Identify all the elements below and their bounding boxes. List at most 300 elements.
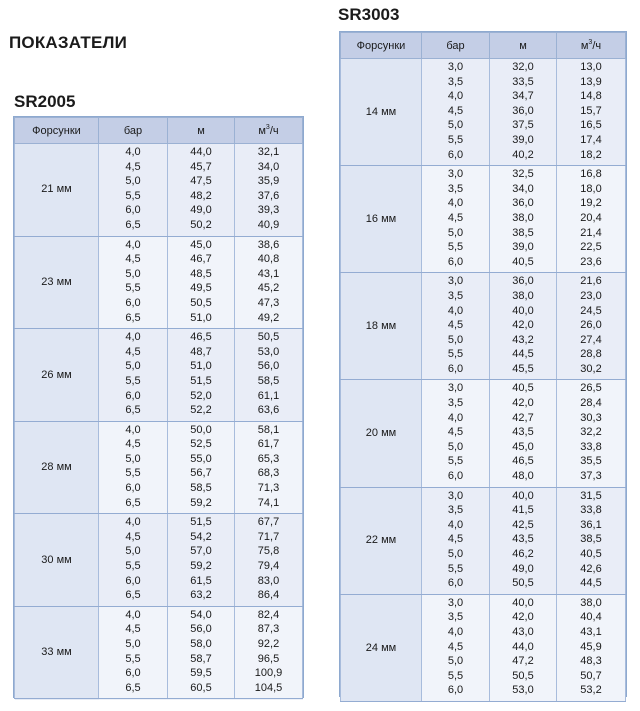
radius-value: 54,0 xyxy=(190,608,212,621)
radius-value: 38,0 xyxy=(512,211,534,224)
flow-value: 47,3 xyxy=(257,296,280,309)
pressure-value: 5,5 xyxy=(447,455,464,468)
flow-value: 28,4 xyxy=(580,397,602,410)
pressure-cell xyxy=(99,421,168,514)
flow-value: 31,5 xyxy=(580,489,602,502)
empty-cell xyxy=(422,701,490,702)
pressure-value: 4,5 xyxy=(447,211,464,224)
nozzle-group-row xyxy=(15,421,303,514)
pressure-cell xyxy=(99,606,168,699)
radius-value: 47,5 xyxy=(190,175,212,188)
empty-cell xyxy=(168,699,235,700)
flow-value: 17,4 xyxy=(580,133,602,146)
radius-value: 48,5 xyxy=(190,267,212,280)
flow-value: 79,4 xyxy=(257,560,280,573)
pressure-value: 6,0 xyxy=(125,296,141,309)
radius-value: 38,0 xyxy=(512,289,534,302)
pressure-value: 3,5 xyxy=(447,75,464,88)
radius-value: 34,0 xyxy=(512,182,534,195)
pressure-value: 5,5 xyxy=(125,282,141,295)
radius-value: 43,0 xyxy=(512,625,534,638)
flow-value: 61,1 xyxy=(257,389,280,402)
nozzle-size-cell: 30 мм xyxy=(15,514,99,607)
flow-value: 26,0 xyxy=(580,319,602,332)
flow-value: 75,8 xyxy=(257,545,280,558)
nozzle-size-cell: 33 мм xyxy=(15,606,99,699)
flow-cell xyxy=(557,594,626,701)
radius-value: 52,0 xyxy=(190,389,212,402)
flow-value: 68,3 xyxy=(257,467,280,480)
pressure-cell xyxy=(422,166,490,273)
nozzle-size-cell: 28 мм xyxy=(15,421,99,514)
radius-value: 43,5 xyxy=(512,533,534,546)
radius-value: 56,7 xyxy=(190,467,212,480)
flow-cell xyxy=(235,329,303,422)
radius-value: 50,5 xyxy=(512,669,534,682)
radius-value: 50,5 xyxy=(190,296,212,309)
empty-cell xyxy=(490,701,557,702)
radius-value: 58,0 xyxy=(190,638,212,650)
pressure-value: 6,5 xyxy=(125,589,141,602)
pressure-value: 3,5 xyxy=(447,504,464,517)
radius-value: 61,5 xyxy=(190,574,212,587)
radius-value: 49,0 xyxy=(512,562,534,575)
flow-value: 53,0 xyxy=(257,345,280,358)
flow-cell xyxy=(235,144,303,237)
pressure-value: 5,5 xyxy=(447,241,464,254)
flow-value: 13,9 xyxy=(580,75,602,88)
flow-value: 104,5 xyxy=(254,681,283,694)
sr2005-table xyxy=(13,116,304,698)
flow-value: 50,7 xyxy=(580,669,602,682)
flow-value: 92,2 xyxy=(257,638,280,650)
pressure-value: 5,5 xyxy=(125,560,141,573)
pressure-value: 6,5 xyxy=(125,311,141,324)
header-pressure: бар xyxy=(422,33,490,59)
radius-cell xyxy=(490,59,557,166)
radius-value: 43,5 xyxy=(512,426,534,439)
flow-value: 58,5 xyxy=(257,374,280,387)
flow-cell xyxy=(235,606,303,699)
radius-value: 51,0 xyxy=(190,360,212,373)
flow-value: 18,2 xyxy=(580,148,602,161)
pressure-value: 6,0 xyxy=(447,255,464,268)
radius-value: 54,2 xyxy=(190,530,212,543)
empty-cell xyxy=(341,701,422,702)
radius-value: 48,2 xyxy=(190,189,212,202)
pressure-value: 4,0 xyxy=(447,625,464,638)
flow-value: 19,2 xyxy=(580,197,602,210)
sr3003-body xyxy=(341,59,626,702)
radius-value: 59,5 xyxy=(190,667,212,680)
radius-value: 48,7 xyxy=(190,345,212,358)
pressure-value: 4,0 xyxy=(447,304,464,317)
pressure-cell xyxy=(422,273,490,380)
empty-cell xyxy=(235,699,303,700)
pressure-value: 4,0 xyxy=(125,146,141,158)
pressure-value: 3,5 xyxy=(447,397,464,410)
radius-value: 39,0 xyxy=(512,133,534,146)
nozzle-group-row xyxy=(341,166,626,273)
pressure-value: 3,0 xyxy=(447,489,464,502)
pressure-cell xyxy=(422,594,490,701)
flow-value: 40,9 xyxy=(257,218,280,231)
pressure-value: 4,0 xyxy=(125,331,141,344)
radius-value: 32,5 xyxy=(512,168,534,181)
pressure-value: 6,0 xyxy=(125,574,141,587)
flow-value: 74,1 xyxy=(257,496,280,509)
pressure-value: 4,0 xyxy=(447,518,464,531)
flow-value: 33,8 xyxy=(580,440,602,453)
nozzle-size-cell: 20 мм xyxy=(341,380,422,487)
pressure-cell xyxy=(99,236,168,329)
pressure-value: 4,5 xyxy=(447,640,464,653)
flow-value: 82,4 xyxy=(257,608,280,621)
flow-value: 32,1 xyxy=(257,146,280,158)
header-radius: м xyxy=(168,118,235,144)
radius-value: 42,7 xyxy=(512,411,534,424)
radius-value: 33,5 xyxy=(512,75,534,88)
pressure-value: 6,0 xyxy=(447,148,464,161)
radius-cell xyxy=(490,487,557,594)
pressure-value: 6,0 xyxy=(447,362,464,375)
radius-value: 46,5 xyxy=(512,455,534,468)
flow-value: 23,6 xyxy=(580,255,602,268)
radius-cell xyxy=(490,166,557,273)
flow-value: 38,5 xyxy=(580,533,602,546)
flow-value: 13,0 xyxy=(580,61,602,73)
nozzle-group-row xyxy=(341,487,626,594)
radius-value: 45,5 xyxy=(512,362,534,375)
radius-value: 36,0 xyxy=(512,275,534,288)
pressure-value: 4,0 xyxy=(125,516,141,529)
flow-value: 45,9 xyxy=(580,640,602,653)
pressure-value: 4,0 xyxy=(125,238,141,251)
sr3003-table xyxy=(339,31,627,697)
pressure-value: 5,0 xyxy=(447,119,464,132)
table-filler-row xyxy=(341,701,626,702)
radius-cell xyxy=(490,380,557,487)
pressure-value: 5,5 xyxy=(125,652,141,665)
flow-value: 27,4 xyxy=(580,333,602,346)
flow-value: 32,2 xyxy=(580,426,602,439)
flow-value: 100,9 xyxy=(254,667,283,680)
radius-value: 49,0 xyxy=(190,204,212,217)
pressure-value: 5,0 xyxy=(447,548,464,560)
table-filler-row xyxy=(15,699,303,700)
radius-value: 40,0 xyxy=(512,304,534,317)
flow-cell xyxy=(557,166,626,273)
pressure-value: 3,0 xyxy=(447,382,464,395)
radius-value: 51,5 xyxy=(190,374,212,387)
flow-cell xyxy=(235,514,303,607)
flow-value: 33,8 xyxy=(580,504,602,517)
radius-value: 59,2 xyxy=(190,560,212,573)
sr2005-body xyxy=(15,144,303,700)
radius-value: 47,2 xyxy=(512,655,534,668)
pressure-value: 6,5 xyxy=(125,218,141,231)
flow-value: 56,0 xyxy=(257,360,280,373)
header-flow: $м^3/ч$ xyxy=(557,33,626,59)
radius-value: 40,5 xyxy=(512,255,534,268)
flow-value: 71,7 xyxy=(257,530,280,543)
pressure-value: 3,5 xyxy=(447,611,464,624)
radius-value: 50,5 xyxy=(512,577,534,590)
pressure-value: 3,0 xyxy=(447,168,464,181)
flow-value: 96,5 xyxy=(257,652,280,665)
radius-value: 52,5 xyxy=(190,438,212,451)
flow-value: 28,8 xyxy=(580,348,602,361)
radius-cell xyxy=(168,606,235,699)
nozzle-size-cell: 23 мм xyxy=(15,236,99,329)
pressure-value: 4,0 xyxy=(447,90,464,103)
radius-value: 38,5 xyxy=(512,226,534,239)
flow-value: 53,2 xyxy=(580,684,602,697)
pressure-value: 5,5 xyxy=(447,348,464,361)
pressure-value: 6,0 xyxy=(447,577,464,590)
nozzle-group-row xyxy=(341,273,626,380)
flow-value: 30,3 xyxy=(580,411,602,424)
radius-value: 42,0 xyxy=(512,611,534,624)
pressure-value: 5,0 xyxy=(447,333,464,346)
flow-value: 37,3 xyxy=(580,470,602,483)
flow-value: 21,6 xyxy=(580,275,602,288)
flow-value: 40,5 xyxy=(580,548,602,560)
header-radius: м xyxy=(490,33,557,59)
radius-value: 63,2 xyxy=(190,589,212,602)
nozzle-size-cell: 24 мм xyxy=(341,594,422,701)
flow-value: 67,7 xyxy=(257,516,280,529)
nozzle-size-cell: 16 мм xyxy=(341,166,422,273)
nozzle-group-row xyxy=(15,236,303,329)
table-title-sr2005: SR2005 xyxy=(14,92,76,111)
radius-value: 34,7 xyxy=(512,90,534,103)
flow-value: 83,0 xyxy=(257,574,280,587)
radius-value: 50,2 xyxy=(190,218,212,231)
empty-cell xyxy=(557,701,626,702)
flow-value: 21,4 xyxy=(580,226,602,239)
radius-cell xyxy=(490,594,557,701)
page-title: ПОКАЗАТЕЛИ xyxy=(9,33,128,52)
radius-value: 44,5 xyxy=(512,348,534,361)
nozzle-group-row xyxy=(15,606,303,699)
radius-value: 42,5 xyxy=(512,518,534,531)
pressure-value: 5,0 xyxy=(447,440,464,453)
radius-value: 46,5 xyxy=(190,331,212,344)
radius-value: 58,5 xyxy=(190,482,212,495)
flow-value: 16,8 xyxy=(580,168,602,181)
radius-value: 58,7 xyxy=(190,652,212,665)
radius-value: 41,5 xyxy=(512,504,534,517)
nozzle-group-row xyxy=(341,594,626,701)
radius-value: 42,0 xyxy=(512,397,534,410)
flow-value: 43,1 xyxy=(580,625,602,638)
header-pressure: бар xyxy=(99,118,168,144)
flow-value: 38,0 xyxy=(580,596,602,609)
pressure-value: 5,0 xyxy=(125,360,141,373)
flow-value: 34,0 xyxy=(257,160,280,173)
pressure-value: 6,0 xyxy=(447,684,464,697)
nozzle-size-cell: 21 мм xyxy=(15,144,99,237)
pressure-value: 4,5 xyxy=(125,160,141,173)
radius-value: 50,0 xyxy=(190,423,212,436)
radius-value: 45,0 xyxy=(512,440,534,453)
flow-value: 61,7 xyxy=(257,438,280,451)
nozzle-group-row xyxy=(341,380,626,487)
table-title-sr3003: SR3003 xyxy=(338,5,400,24)
pressure-value: 4,5 xyxy=(447,533,464,546)
radius-value: 44,0 xyxy=(512,640,534,653)
pressure-value: 5,0 xyxy=(125,545,141,558)
nozzle-size-cell: 14 мм xyxy=(341,59,422,166)
flow-cell xyxy=(557,487,626,594)
pressure-value: 5,5 xyxy=(125,374,141,387)
radius-value: 36,0 xyxy=(512,197,534,210)
pressure-cell xyxy=(422,59,490,166)
radius-value: 53,0 xyxy=(512,684,534,697)
pressure-value: 5,5 xyxy=(125,189,141,202)
flow-value: 58,1 xyxy=(257,423,280,436)
flow-value: 30,2 xyxy=(580,362,602,375)
pressure-cell xyxy=(99,144,168,237)
flow-value: 22,5 xyxy=(580,241,602,254)
pressure-value: 4,0 xyxy=(125,423,141,436)
radius-value: 49,5 xyxy=(190,282,212,295)
flow-cell xyxy=(557,273,626,380)
header-flow: $м^3/ч$ xyxy=(235,118,303,144)
radius-value: 39,0 xyxy=(512,241,534,254)
flow-value: 49,2 xyxy=(257,311,280,324)
table-header-row xyxy=(341,33,626,59)
pressure-cell xyxy=(422,380,490,487)
pressure-value: 6,5 xyxy=(125,681,141,694)
flow-value: 44,5 xyxy=(580,577,602,590)
pressure-value: 4,5 xyxy=(447,319,464,332)
pressure-value: 3,0 xyxy=(447,61,464,73)
pressure-value: 4,5 xyxy=(125,530,141,543)
flow-value: 40,4 xyxy=(580,611,602,624)
flow-value: 45,2 xyxy=(257,282,280,295)
radius-value: 37,5 xyxy=(512,119,534,132)
radius-value: 40,0 xyxy=(512,489,534,502)
pressure-value: 4,5 xyxy=(447,426,464,439)
flow-value: 48,3 xyxy=(580,655,602,668)
pressure-value: 6,0 xyxy=(125,389,141,402)
flow-cell xyxy=(235,421,303,514)
radius-value: 32,0 xyxy=(512,61,534,73)
pressure-value: 4,5 xyxy=(125,438,141,451)
flow-value: 43,1 xyxy=(257,267,280,280)
pressure-value: 5,5 xyxy=(125,467,141,480)
pressure-value: 5,0 xyxy=(125,452,141,465)
radius-value: 48,0 xyxy=(512,470,534,483)
flow-value: 14,8 xyxy=(580,90,602,103)
radius-value: 52,2 xyxy=(190,404,212,417)
radius-cell xyxy=(168,329,235,422)
pressure-value: 5,5 xyxy=(447,669,464,682)
pressure-cell xyxy=(99,329,168,422)
pressure-value: 3,0 xyxy=(447,275,464,288)
pressure-value: 5,5 xyxy=(447,133,464,146)
radius-cell xyxy=(490,273,557,380)
pressure-value: 5,0 xyxy=(125,638,141,650)
flow-value: 35,9 xyxy=(257,175,280,188)
flow-value: 35,5 xyxy=(580,455,602,468)
radius-value: 44,0 xyxy=(190,146,212,158)
flow-value: 36,1 xyxy=(580,518,602,531)
nozzle-group-row xyxy=(341,59,626,166)
pressure-value: 6,0 xyxy=(447,470,464,483)
pressure-value: 5,0 xyxy=(447,655,464,668)
radius-value: 57,0 xyxy=(190,545,212,558)
radius-cell xyxy=(168,421,235,514)
radius-value: 45,0 xyxy=(190,238,212,251)
radius-value: 46,2 xyxy=(512,548,534,560)
flow-value: 20,4 xyxy=(580,211,602,224)
pressure-value: 5,0 xyxy=(125,175,141,188)
pressure-value: 6,0 xyxy=(125,204,141,217)
pressure-cell xyxy=(422,487,490,594)
radius-value: 42,0 xyxy=(512,319,534,332)
flow-value: 63,6 xyxy=(257,404,280,417)
flow-value: 40,8 xyxy=(257,253,280,266)
pressure-value: 3,5 xyxy=(447,182,464,195)
flow-value: 23,0 xyxy=(580,289,602,302)
table-header-row xyxy=(15,118,303,144)
radius-value: 51,0 xyxy=(190,311,212,324)
flow-value: 50,5 xyxy=(257,331,280,344)
flow-value: 16,5 xyxy=(580,119,602,132)
pressure-value: 3,0 xyxy=(447,596,464,609)
radius-value: 60,5 xyxy=(190,681,212,694)
pressure-value: 3,5 xyxy=(447,289,464,302)
nozzle-size-cell: 22 мм xyxy=(341,487,422,594)
radius-value: 45,7 xyxy=(190,160,212,173)
pressure-value: 6,5 xyxy=(125,404,141,417)
flow-value: 87,3 xyxy=(257,623,280,636)
radius-value: 40,0 xyxy=(512,596,534,609)
flow-value: 39,3 xyxy=(257,204,280,217)
radius-value: 55,0 xyxy=(190,452,212,465)
header-nozzle: Форсунки xyxy=(15,118,99,144)
pressure-cell xyxy=(99,514,168,607)
flow-value: 18,0 xyxy=(580,182,602,195)
flow-value: 37,6 xyxy=(257,189,280,202)
nozzle-size-cell: 26 мм xyxy=(15,329,99,422)
flow-value: 24,5 xyxy=(580,304,602,317)
radius-cell xyxy=(168,144,235,237)
pressure-value: 4,0 xyxy=(447,197,464,210)
radius-value: 43,2 xyxy=(512,333,534,346)
empty-cell xyxy=(15,699,99,700)
header-nozzle: Форсунки xyxy=(341,33,422,59)
radius-value: 51,5 xyxy=(190,516,212,529)
pressure-value: 4,5 xyxy=(125,253,141,266)
pressure-value: 5,0 xyxy=(125,267,141,280)
radius-cell xyxy=(168,514,235,607)
pressure-value: 4,5 xyxy=(125,623,141,636)
flow-value: 38,6 xyxy=(257,238,280,251)
radius-value: 59,2 xyxy=(190,496,212,509)
pressure-value: 6,0 xyxy=(125,667,141,680)
radius-cell xyxy=(168,236,235,329)
nozzle-size-cell: 18 мм xyxy=(341,273,422,380)
flow-value: 65,3 xyxy=(257,452,280,465)
flow-value: 71,3 xyxy=(257,482,280,495)
pressure-value: 4,5 xyxy=(447,104,464,117)
pressure-value: 4,5 xyxy=(125,345,141,358)
pressure-value: 6,5 xyxy=(125,496,141,509)
